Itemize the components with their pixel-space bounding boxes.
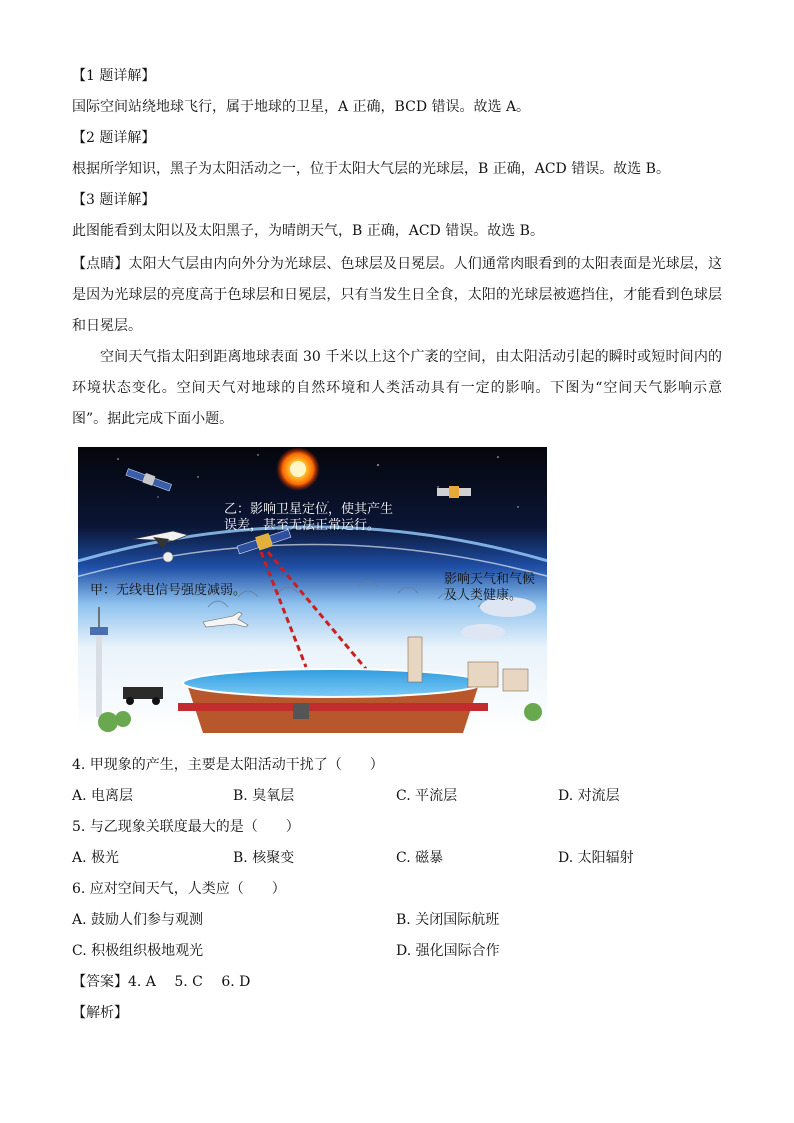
q6-option-c[interactable]: C. 积极组织极地观光 [72,943,204,959]
q5-option-a[interactable]: A. 极光 [72,850,120,866]
tip-line-1: 【点睛】太阳大气层由内向外分为光球层、色球层及日冕层。人们通常肉眼看到的太阳表面是光球层，这 [72,256,722,272]
q3-explanation: 此图能看到太阳以及太阳黑子，为晴朗天气，B 正确，ACD 错误。故选 B。 [72,223,544,239]
q3-heading: 【3 题详解】 [72,192,156,208]
space-weather-diagram [78,447,547,733]
answer-text: 4. A 5. C 6. D [128,974,251,990]
question-6-stem: 6. 应对空间天气，人类应（ ） [72,881,286,897]
q4-option-d[interactable]: D. 对流层 [558,788,620,804]
tip-line-2: 是因为光球层的亮度高于色球层和日冕层，只有当发生日全食，太阳的光球层被遮挡住，才能看到色球层 [72,287,722,303]
question-5-stem: 5. 与乙现象关联度最大的是（ ） [72,819,300,835]
label-right-1: 影响天气和气候 [444,572,536,587]
q6-option-d[interactable]: D. 强化国际合作 [396,943,500,959]
q4-option-c[interactable]: C. 平流层 [396,788,458,804]
q2-heading: 【2 题详解】 [72,130,156,146]
q5-option-d[interactable]: D. 太阳辐射 [558,850,634,866]
label-jia: 甲：无线电信号强度减弱。 [90,583,247,598]
answer-label: 【答案】 [72,974,128,990]
answer-line [72,972,250,992]
astronaut-icon [163,552,173,562]
q5-option-b[interactable]: B. 核聚变 [233,850,295,866]
q1-heading: 【1 题详解】 [72,68,156,84]
q5-option-c[interactable]: C. 磁暴 [396,850,444,866]
label-yi-2: 误差，甚至无法正常运行。 [224,518,381,533]
passage-line-2: 环境状态变化。空间天气对地球的自然环境和人类活动具有一定的影响。下图为“空间天气影响示意 [72,380,722,396]
q4-option-a[interactable]: A. 电离层 [72,788,134,804]
label-right-2: 及人类健康。 [444,588,523,603]
label-yi-1: 乙：影响卫星定位，使其产生 [224,502,394,517]
analysis-label: 【解析】 [72,1005,128,1021]
q2-explanation: 根据所学知识，黑子为太阳活动之一，位于太阳大气层的光球层，B 正确，ACD 错误。故选 B。 [72,161,670,177]
sea-surface [183,669,483,697]
passage-line-1: 空间天气指太阳到距离地球表面 30 千米以上这个广袤的空间，由太阳活动引起的瞬时或短时间内的 [100,349,722,365]
question-4-stem: 4. 甲现象的产生，主要是太阳活动干扰了（ ） [72,757,384,773]
q6-option-a[interactable]: A. 鼓励人们参与观测 [72,912,204,928]
q6-option-b[interactable]: B. 关闭国际航班 [396,912,500,928]
passage-line-3: 图”。据此完成下面小题。 [72,411,234,427]
q1-explanation: 国际空间站绕地球飞行，属于地球的卫星，A 正确，BCD 错误。故选 A。 [72,99,531,115]
tip-line-3: 和日冕层。 [72,318,142,334]
q4-option-b[interactable]: B. 臭氧层 [233,788,295,804]
